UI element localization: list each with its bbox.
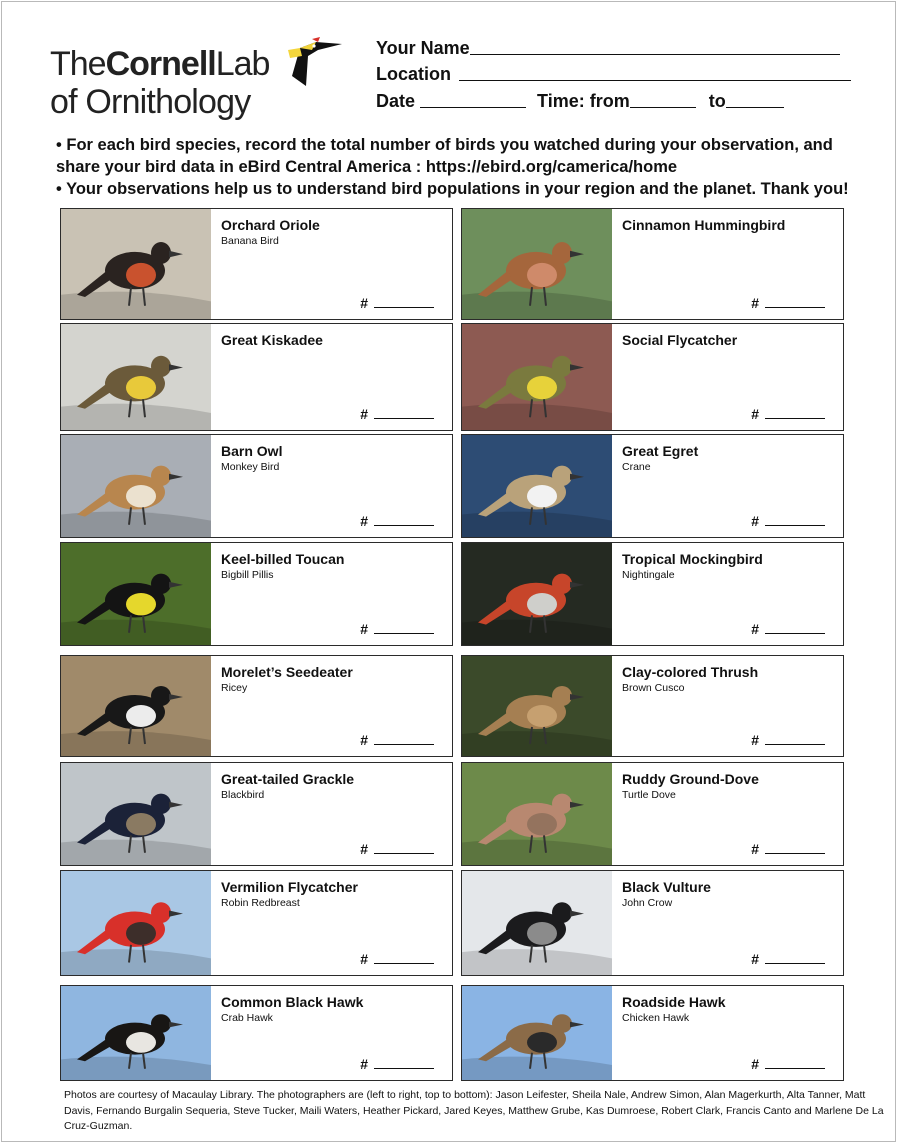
name-row: [376, 36, 840, 62]
date-label: Date: [376, 91, 416, 111]
woodpecker-icon: [272, 36, 346, 92]
instruction-thanks: • Your observations help us to understand bird populations in your region and the planet. Thank you!: [56, 180, 849, 198]
worksheet-page: [1, 1, 896, 1142]
count-symbol: #: [751, 951, 759, 967]
bird-photo: [61, 324, 211, 430]
count-field: [360, 513, 434, 529]
bird-card: [60, 323, 453, 431]
bird-card: [461, 985, 844, 1081]
count-blank[interactable]: [374, 406, 434, 419]
count-blank[interactable]: [765, 621, 825, 634]
photo-credits: Photos are courtesy of Macaulay Library. The photographers are (left to right, top to bottom): Jason Leifester, Sheila Nale, Andrew Simon, Alan Magerkurth, Alta Tanner, Matt Davis, Fernando Burgalin Sequeria, Steve Tucker, Maili Waters, Heather Pickard, Jared Keyes, Matthew Grube, Kas Dumroese, Robert Clark, Francis Canto and Marlene De La Cruz-Guzman.: [64, 1089, 884, 1132]
bird-photo: [462, 763, 612, 865]
count-field: [360, 951, 434, 967]
bird-photo: [61, 763, 211, 865]
count-symbol: #: [751, 406, 759, 422]
logo-line2: of Ornithology: [50, 83, 251, 121]
bird-photo: [61, 986, 211, 1080]
count-blank[interactable]: [765, 951, 825, 964]
bird-card: [461, 655, 844, 757]
count-symbol: #: [360, 841, 368, 857]
count-blank[interactable]: [765, 406, 825, 419]
logo-line1: [50, 46, 269, 82]
bird-name: Morelet’s Seedeater: [221, 664, 353, 680]
bird-name: Orchard Oriole: [221, 217, 320, 233]
date-time-row: [376, 89, 784, 115]
instruction-record: • For each bird species, record the total number of birds you watched during your observation, and share your bird data in eBird Central America : https://ebird.org/camerica/home: [56, 136, 833, 176]
time-to-field[interactable]: [726, 89, 784, 108]
location-row: [376, 62, 851, 88]
bird-name: Roadside Hawk: [622, 994, 726, 1010]
bird-photo: [462, 871, 612, 975]
date-field[interactable]: [420, 89, 526, 108]
bird-local-name: John Crow: [622, 897, 673, 909]
count-symbol: #: [751, 295, 759, 311]
bird-name: Social Flycatcher: [622, 332, 738, 348]
count-blank[interactable]: [374, 841, 434, 854]
count-field: [360, 841, 434, 857]
time-to-label: to: [708, 91, 726, 111]
bird-local-name: Turtle Dove: [622, 789, 676, 801]
bird-photo: [462, 656, 612, 756]
bird-name: Great Egret: [622, 443, 699, 459]
logo-the: The: [50, 45, 106, 83]
location-field[interactable]: [459, 62, 851, 81]
bird-card: [60, 985, 453, 1081]
bird-local-name: Chicken Hawk: [622, 1012, 690, 1024]
count-blank[interactable]: [374, 951, 434, 964]
count-symbol: #: [360, 406, 368, 422]
bird-local-name: Robin Redbreast: [221, 897, 300, 909]
bird-local-name: Crane: [622, 461, 651, 473]
bird-card: [60, 870, 453, 976]
bird-name: Tropical Mockingbird: [622, 551, 763, 567]
count-field: [360, 406, 434, 422]
bird-name: Vermilion Flycatcher: [221, 879, 358, 895]
bird-local-name: Blackbird: [221, 789, 265, 801]
count-field: [751, 406, 825, 422]
bird-name: Ruddy Ground-Dove: [622, 771, 759, 787]
bird-name: Great-tailed Grackle: [221, 771, 355, 787]
count-field: [751, 841, 825, 857]
bird-card: [60, 542, 453, 646]
count-symbol: #: [360, 951, 368, 967]
count-field: [360, 621, 434, 637]
bird-card: [461, 323, 844, 431]
count-blank[interactable]: [765, 513, 825, 526]
count-field: [751, 951, 825, 967]
bird-local-name: Ricey: [221, 682, 248, 694]
count-field: [751, 732, 825, 748]
count-symbol: #: [360, 621, 368, 637]
time-from-field[interactable]: [630, 89, 696, 108]
location-label: Location: [376, 64, 451, 84]
count-blank[interactable]: [374, 1056, 434, 1069]
logo-lab: Lab: [215, 45, 270, 83]
logo-cornell: Cornell: [105, 45, 216, 83]
bird-name: Clay-colored Thrush: [622, 664, 759, 680]
bird-card: [60, 762, 453, 866]
bird-name: Keel-billed Toucan: [221, 551, 345, 567]
bird-photo: [462, 986, 612, 1080]
bird-photo: [462, 543, 612, 645]
count-blank[interactable]: [765, 295, 825, 308]
bird-local-name: Brown Cusco: [622, 682, 685, 694]
bird-name: Common Black Hawk: [221, 994, 364, 1010]
count-field: [360, 1056, 434, 1072]
count-symbol: #: [360, 1056, 368, 1072]
count-blank[interactable]: [374, 295, 434, 308]
bird-local-name: Crab Hawk: [221, 1012, 273, 1024]
time-from-label: Time: from: [537, 91, 630, 111]
count-symbol: #: [360, 732, 368, 748]
cornell-lab-logo: [50, 36, 350, 128]
count-symbol: #: [751, 732, 759, 748]
bird-photo: [462, 209, 612, 319]
bird-card: [461, 434, 844, 538]
instructions: [56, 134, 856, 200]
bird-photo: [462, 435, 612, 537]
bird-card: [60, 208, 453, 320]
count-field: [360, 295, 434, 311]
bird-card: [461, 208, 844, 320]
count-symbol: #: [360, 513, 368, 529]
count-blank[interactable]: [374, 621, 434, 634]
bird-photo: [61, 871, 211, 975]
name-field[interactable]: [470, 36, 840, 55]
count-symbol: #: [751, 841, 759, 857]
bird-name: Cinnamon Hummingbird: [622, 217, 786, 233]
count-field: [751, 1056, 825, 1072]
bird-local-name: Nightingale: [622, 569, 675, 581]
count-blank[interactable]: [374, 732, 434, 745]
bird-photo: [61, 543, 211, 645]
count-blank[interactable]: [374, 513, 434, 526]
bird-local-name: Monkey Bird: [221, 461, 280, 473]
bird-name: Black Vulture: [622, 879, 711, 895]
bird-photo: [462, 324, 612, 430]
bird-card: [60, 434, 453, 538]
count-symbol: #: [751, 621, 759, 637]
count-symbol: #: [360, 295, 368, 311]
bird-photo: [61, 656, 211, 756]
count-field: [360, 732, 434, 748]
count-blank[interactable]: [765, 1056, 825, 1069]
count-blank[interactable]: [765, 841, 825, 854]
count-field: [751, 295, 825, 311]
bird-name: Great Kiskadee: [221, 332, 323, 348]
bird-local-name: Banana Bird: [221, 235, 279, 247]
bird-card: [60, 655, 453, 757]
count-field: [751, 621, 825, 637]
name-label: Your Name: [376, 38, 470, 58]
bird-photo: [61, 435, 211, 537]
bird-local-name: Bigbill Pillis: [221, 569, 274, 581]
bird-card: [461, 542, 844, 646]
bird-photo: [61, 209, 211, 319]
bird-name: Barn Owl: [221, 443, 283, 459]
bird-card: [461, 762, 844, 866]
bird-card: [461, 870, 844, 976]
count-field: [751, 513, 825, 529]
count-blank[interactable]: [765, 732, 825, 745]
count-symbol: #: [751, 1056, 759, 1072]
count-symbol: #: [751, 513, 759, 529]
